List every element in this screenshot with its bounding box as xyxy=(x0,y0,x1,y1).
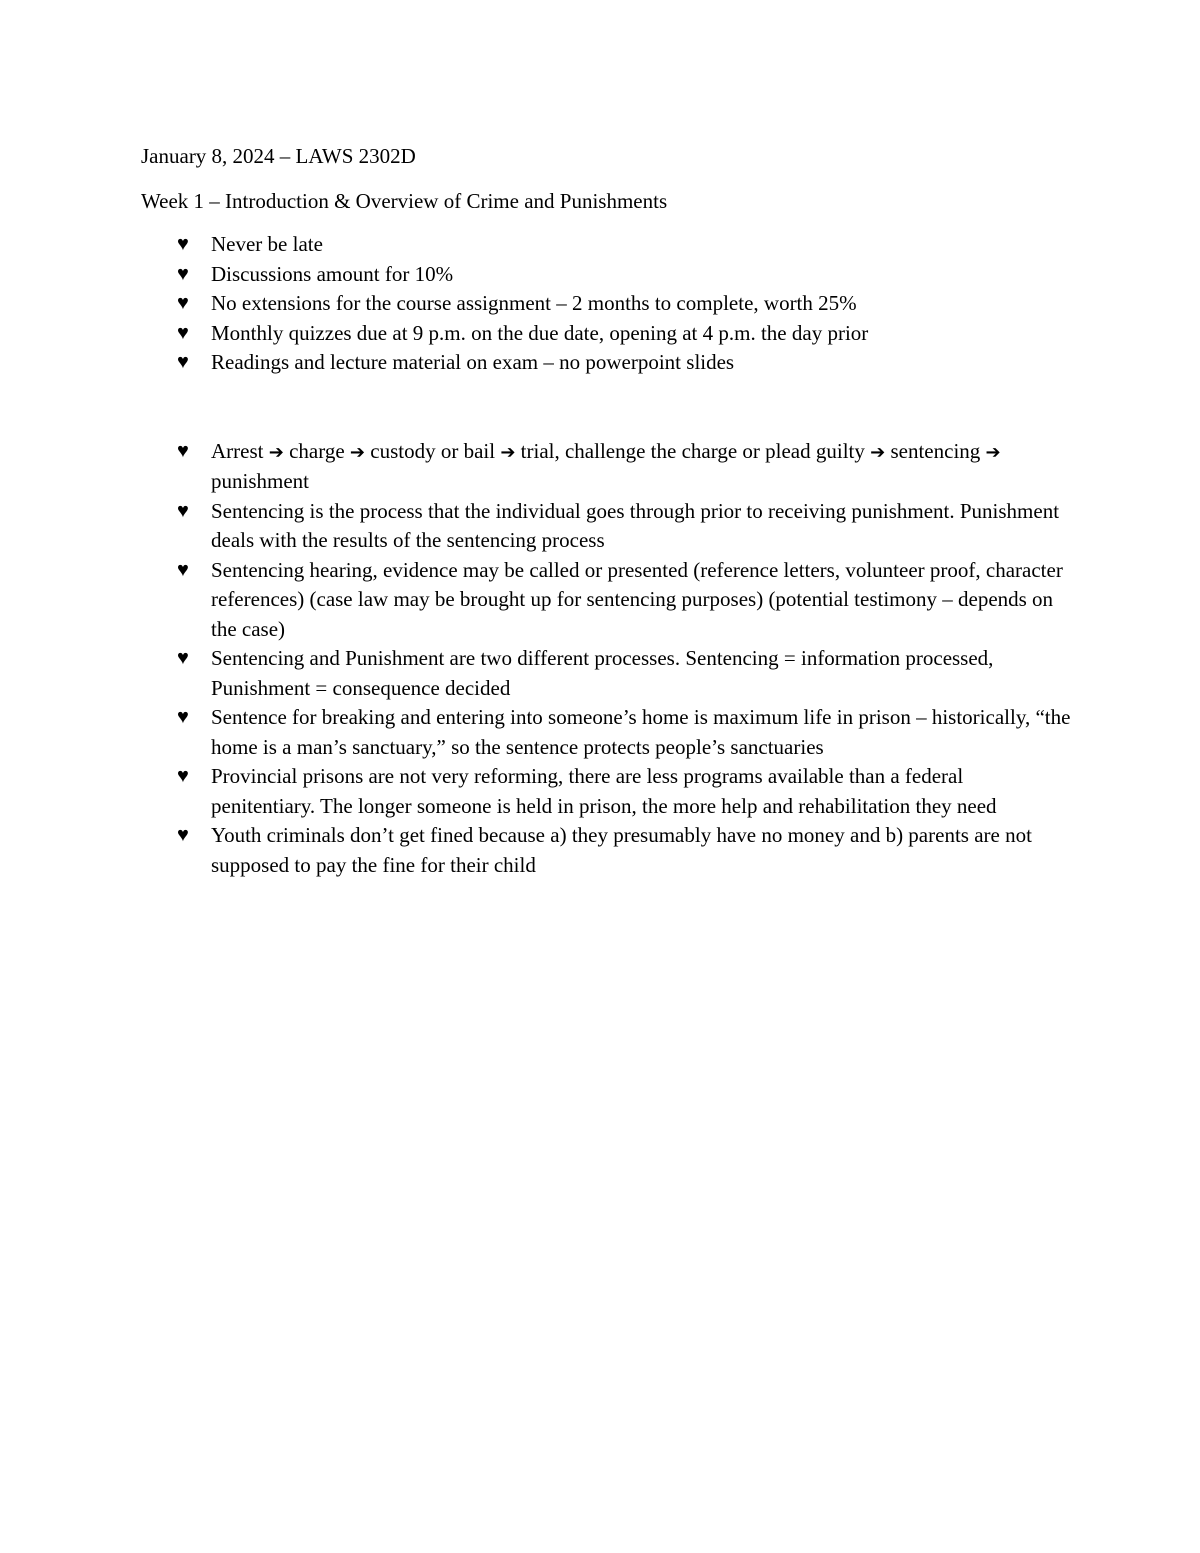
document-subtitle: Week 1 – Introduction & Overview of Crime and Punishments xyxy=(141,188,668,213)
list-item xyxy=(141,497,1071,556)
arrow-right-icon: ➔ xyxy=(870,441,886,463)
heart-bullet-icon: ♥ xyxy=(177,499,189,522)
list-item-text: Sentencing and Punishment are two different processes. Sentencing = information processed, Punishment = consequence decided xyxy=(211,646,994,700)
arrow-right-icon: ➔ xyxy=(349,441,365,463)
process-step: sentencing xyxy=(890,438,981,463)
document-title: January 8, 2024 – LAWS 2302D xyxy=(141,144,416,168)
list-spacer xyxy=(141,378,1071,437)
list-item xyxy=(141,260,1071,290)
process-step: punishment xyxy=(211,469,309,493)
heart-bullet-icon: ♥ xyxy=(177,351,189,373)
process-step: custody or bail xyxy=(370,438,496,463)
list-item-text: Monthly quizzes due at 9 p.m. on the due date, opening at 4 p.m. the day prior xyxy=(211,320,869,345)
heart-bullet-icon: ♥ xyxy=(177,439,189,462)
list-item-process-flow xyxy=(141,437,1071,497)
list-item xyxy=(141,762,1071,821)
heart-bullet-icon: ♥ xyxy=(177,233,189,255)
process-step: charge xyxy=(289,438,345,463)
list-item xyxy=(141,230,1071,260)
list-item xyxy=(141,703,1071,762)
list-item xyxy=(141,821,1071,880)
list-item xyxy=(141,348,1071,378)
bullet-list-lecture-notes xyxy=(141,437,1071,881)
heart-bullet-icon: ♥ xyxy=(177,765,189,787)
arrow-right-icon: ➔ xyxy=(985,441,1001,463)
process-step: Arrest xyxy=(211,438,264,463)
heart-bullet-icon: ♥ xyxy=(177,321,189,344)
list-item-text: Readings and lecture material on exam – no powerpoint slides xyxy=(211,350,735,374)
heart-bullet-icon: ♥ xyxy=(177,558,189,581)
heart-bullet-icon: ♥ xyxy=(177,824,189,846)
list-item-text: Discussions amount for 10% xyxy=(211,261,454,286)
list-item-text: Sentencing hearing, evidence may be called or presented (reference letters, volunteer proof, character references) (case law may be brought up for sentencing purposes) (potential testimony – depends on the case) xyxy=(211,557,1063,641)
heart-bullet-icon: ♥ xyxy=(177,706,189,728)
list-item-text: Youth criminals don’t get fined because a) they presumably have no money and b) parents are not supposed to pay the fine for their child xyxy=(211,823,1032,877)
bullet-list-course-info xyxy=(141,230,1071,378)
document-body xyxy=(141,142,1071,880)
list-item-text: Sentencing is the process that the individual goes through prior to receiving punishment. Punishment deals with the results of the sentencing process xyxy=(211,498,1060,552)
list-item xyxy=(141,644,1071,703)
list-item-text: Sentence for breaking and entering into someone’s home is maximum life in prison – historically, “the home is a man’s sanctuary,” so the sentence protects people’s sanctuaries xyxy=(211,705,1071,759)
list-item xyxy=(141,289,1071,319)
heart-bullet-icon: ♥ xyxy=(177,647,189,669)
list-item xyxy=(141,319,1071,349)
list-item-text: Provincial prisons are not very reforming, there are less programs available than a federal penitentiary. The longer someone is held in prison, the more help and rehabilitation they need xyxy=(211,764,997,818)
list-item-text: Never be late xyxy=(211,232,323,256)
arrow-right-icon: ➔ xyxy=(500,441,516,463)
process-step: trial, challenge the charge or plead guilty xyxy=(520,438,865,463)
arrow-right-icon: ➔ xyxy=(268,441,284,463)
list-item-text: No extensions for the course assignment – 2 months to complete, worth 25% xyxy=(211,291,857,315)
heart-bullet-icon: ♥ xyxy=(177,292,189,314)
list-item xyxy=(141,556,1071,645)
heart-bullet-icon: ♥ xyxy=(177,262,189,285)
